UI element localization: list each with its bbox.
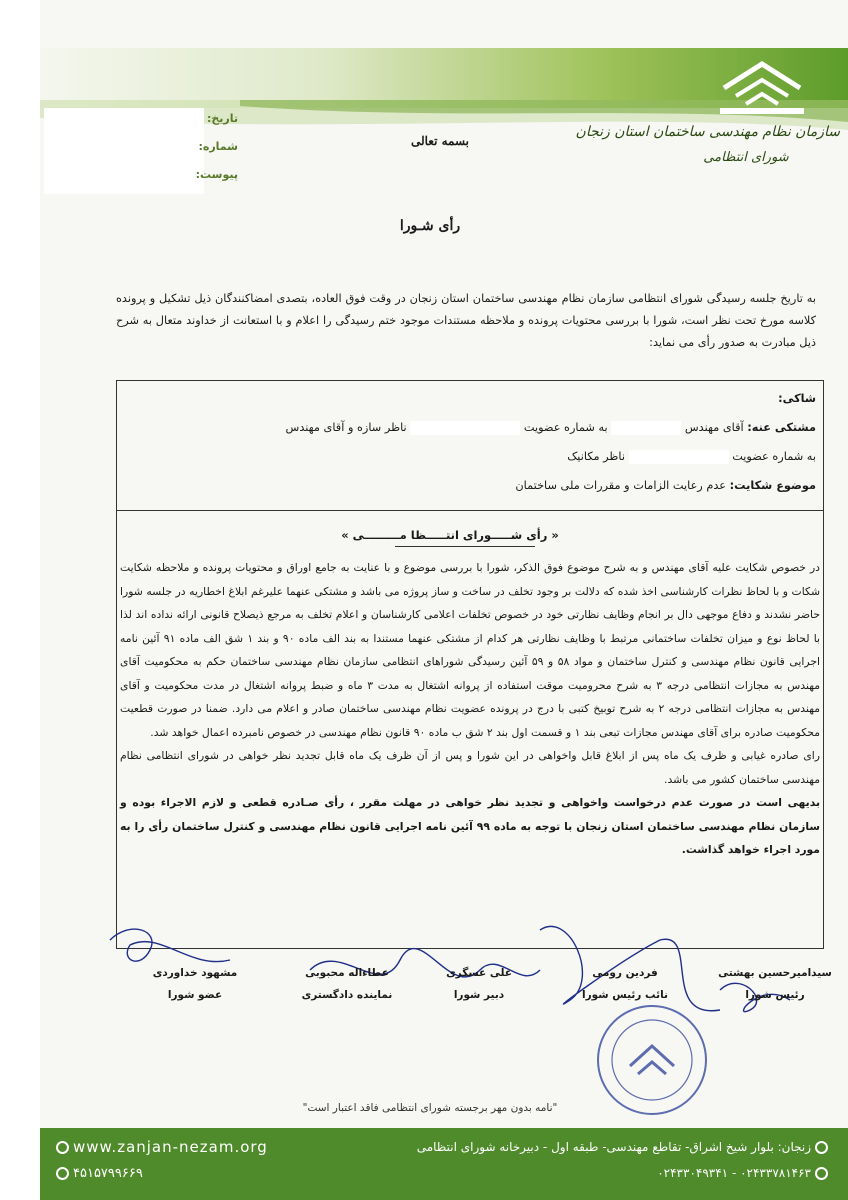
defendant-row <box>126 413 816 442</box>
defendant-text: به شماره عضویت <box>732 450 816 463</box>
attachment-label: پیوست: <box>195 168 238 181</box>
defendant-text: ناظر سازه و آقای مهندس <box>285 421 407 434</box>
signer-name: علی عسگری <box>446 967 512 979</box>
signer <box>282 962 412 1006</box>
verdict-title: « رأی شـــــورای انتـــــظا مـــــــــی » <box>341 528 559 542</box>
document-title: رأی شـورا <box>399 218 461 234</box>
signer-name: مشهود خداوردی <box>152 967 238 979</box>
verdict-paragraph: در خصوص شکایت علیه آقای مهندس و به شرح موضوع فوق الذکر، شورا با بررسی موضوع و با عنایت به جامع اوراق و محتویات پرونده و ملاحظه شکایت شکات و با لحاظ نظرات کارشناسی اخذ شده که دلالت بر وجود تخلف در ساخت و ساز پروژه می باشد و مشتکی عنهما علیرغم ابلاغ اخطاریه در جلسه شورا حاضر نشدند و دفاع موجهی دال بر انجام وظایف نظارتی خود در خصوص تخلفات اعلامی کارشناسان و اعلام تخلف به مرجع ذیصلاح قانونی ارائه نداده اند لذا با لحاظ نوع و میزان تخلفات ساختمانی مرتبط با وظایف نظارتی هر کدام از مشتکی عنهما مستندا به بند الف ماده ۹۰ و بند ۱ شق الف ماده ۹۱ آئین نامه اجرایی قانون نظام مهندسی و کنترل ساختمان و مواد ۵۸ و ۵۹ آئین رسیدگی شوراهای انتظامی سازمان نظام مهندسی ساختمان حکم به محکومیت آقای مهندس به مجازات انتظامی درجه ۳ به شرح محرومیت موقت استفاده از پروانه اشتغال به مدت ۳ ماه و ضبط پروانه اشتغال در مدت محکومیت و آقای مهندس به مجازات انتظامی درجه ۲ به شرح توبیخ کتبی با درج در پرونده عضویت نظام مهندسی ساختمان صادر و اعلام می دارد. ضمنا در صورت قطعیت محکومیت صادره برای آقای مهندس مجازات تبعی بند ۱ و قسمت اول بند ۲ شق ب ماده ۹۰ قانون نظام مهندسی در خصوص نامبرده اعمال خواهد شد. <box>120 561 820 739</box>
org-title: سازمان نظام مهندسی ساختمان استان زنجان <box>575 124 840 140</box>
signer-name: فردین رومی <box>592 967 658 979</box>
address-text: زنجان: بلوار شیخ اشراق- تقاطع مهندسی- طبقه اول - دبیرخانه شورای انتظامی <box>416 1140 811 1154</box>
subject-row <box>126 471 816 500</box>
defendant-row-2 <box>126 442 816 471</box>
signer-role: نماینده دادگستری <box>301 989 393 1001</box>
signer-role: نائب رئیس شورا <box>582 989 668 1001</box>
phone-numbers: ۰۲۴۳۳۷۸۱۴۶۳ - ۰۲۴۳۳۰۴۹۳۴۱ <box>657 1166 811 1180</box>
phone-icon <box>815 1167 828 1180</box>
signer <box>130 962 260 1006</box>
verdict-text <box>120 556 820 862</box>
signer <box>710 962 840 1006</box>
verdict-final-paragraph: بدیهی است در صورت عدم درخواست واخواهی و تجدید نظر خواهی در مهلت مقرر ، رأی صـادره قطعی و لازم الاجراء بوده و سازمان نظام مهندسی ساختمان استان زنجان با توجه به ماده ۹۹ آئین نامه اجرایی قانون نظام مهندسی و کنترل ساختمان رأی را به مورد اجراء خواهد گذاشت. <box>120 796 820 856</box>
defendant-text: ناظر مکانیک <box>567 450 625 463</box>
globe-icon <box>56 1141 69 1154</box>
number-label: شماره: <box>198 140 238 153</box>
website-text: www.zanjan-nezam.org <box>73 1138 268 1156</box>
signer-name: سیدامیرحسین بهشتی <box>718 967 832 979</box>
org-logo <box>575 60 840 200</box>
subject-text: عدم رعایت الزامات و مقررات ملی ساختمان <box>515 479 727 492</box>
verdict-title-underline <box>395 546 535 547</box>
validity-note: "نامه بدون مهر برجسته شورای انتظامی فاقد اعتبار است" <box>302 1102 558 1114</box>
postal-code: ۴۵۱۵۷۹۹۶۶۹ <box>73 1166 143 1181</box>
redaction-mask <box>44 108 204 194</box>
plaintiff-row <box>126 384 816 413</box>
signer-name: عطاءاله محبوبی <box>305 967 389 979</box>
footer-website[interactable] <box>52 1138 268 1156</box>
subject-label: موضوع شکایت: <box>729 479 816 492</box>
signer-role: عضو شورا <box>167 989 223 1001</box>
signer-role: رئیس شورا <box>745 989 805 1001</box>
date-label: تاریخ: <box>206 112 238 125</box>
bismillah: بسمه تعالی <box>410 134 470 148</box>
signer <box>414 962 544 1006</box>
page-margin <box>0 0 40 1200</box>
mailbox-icon <box>56 1167 69 1180</box>
footer-phones <box>657 1166 832 1180</box>
footer-postal <box>52 1166 143 1181</box>
intro-paragraph: به تاریخ جلسه رسیدگی شورای انتظامی سازمان نظام مهندسی ساختمان استان زنجان در وقت فوق العاده، بتصدی امضاکنندگان ذیل تشکیل و پرونده کلاسه مورخ تحت نظر است، شورا با بررسی محتویات پرونده و ملاحظه مستندات موجود ختم رسیدگی را اعلام و با استعانت از خداوند متعال به شرح ذیل مبادرت به صدور رأی می نماید: <box>116 292 816 349</box>
org-subtitle: شورای انتظامی <box>703 150 789 165</box>
official-stamp <box>592 1000 712 1120</box>
defendant-label: مشتکی عنه: <box>747 421 816 434</box>
logo-house-icon <box>716 60 808 118</box>
verdict-paragraph: رای صادره غیابی و ظرف یک ماه پس از ابلاغ قابل واخواهی در این شورا و پس از آن ظرف یک ماه قابل تجدید نظر خواهی در شورای انتظامی نظام مهندسی ساختمان کشور می باشد. <box>120 749 820 786</box>
box-divider <box>116 510 824 511</box>
footer-address <box>417 1140 832 1154</box>
signature-block <box>120 962 840 1032</box>
plaintiff-label: شاکی: <box>778 392 816 405</box>
defendant-text: به شماره عضویت <box>523 421 608 434</box>
letter-meta <box>196 112 238 196</box>
signer-role: دبیر شورا <box>453 989 505 1001</box>
redaction-mask <box>410 421 520 435</box>
redaction-mask <box>611 421 681 435</box>
redaction-mask <box>629 450 729 464</box>
location-pin-icon <box>815 1141 828 1154</box>
defendant-text: آقای مهندس <box>684 421 744 434</box>
complaint-parties <box>126 384 816 500</box>
